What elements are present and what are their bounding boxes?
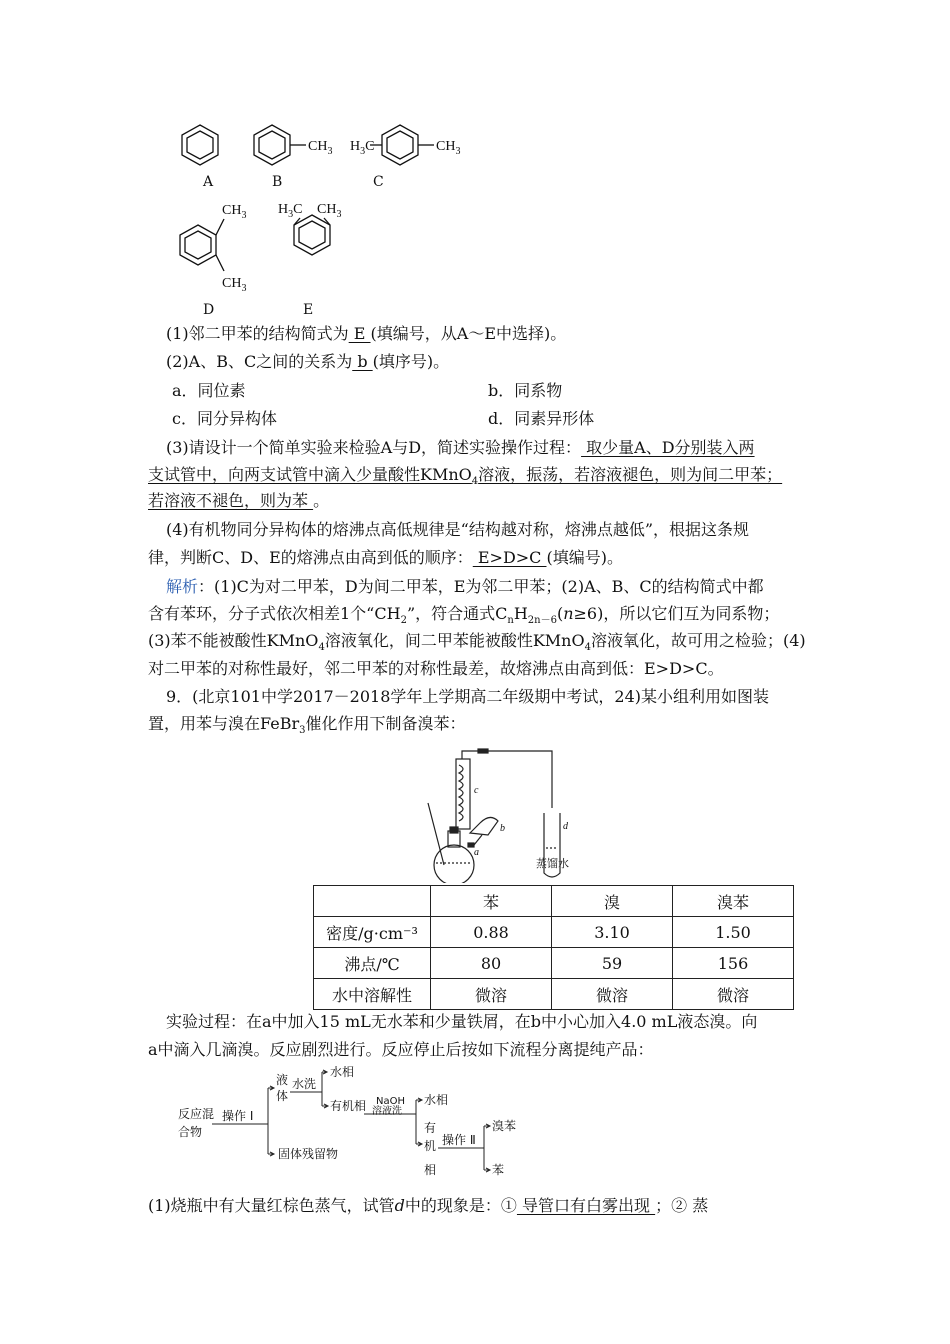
label-a: A xyxy=(203,174,214,190)
label-e: E xyxy=(303,302,314,318)
q8-part3-line2: 支试管中，向两支试管中滴入少量酸性KMnO$_4$溶液，振荡，若溶液褪色，则为间二甲苯； xyxy=(148,465,783,488)
svg-text:CH3: $CH_3$ xyxy=(222,203,247,221)
label-c: C xyxy=(373,174,384,190)
apparatus-diagram xyxy=(420,743,580,883)
label-b: B xyxy=(272,174,283,190)
properties-table xyxy=(313,885,794,1010)
molecule-b-ring xyxy=(254,125,306,165)
flow-bromobenzene: 溴苯 xyxy=(492,1119,517,1133)
flow-liquid-2: 体 xyxy=(276,1089,289,1103)
q8-part2: (2)A、B、C之间的关系为 b (填序号)。 xyxy=(166,352,450,371)
flow-solid-residue: 固体残留物 xyxy=(278,1147,339,1161)
procedure-line1: 实验过程：在a中加入15 mL无水苯和少量铁屑，在b中小心加入4.0 mL液态溴。向 xyxy=(166,1012,758,1031)
label-app-d: d xyxy=(563,821,568,832)
label-d: D xyxy=(203,302,215,318)
label-app-a: a xyxy=(474,847,479,858)
option-b: b．同系物 xyxy=(488,381,563,400)
flow-mix-2: 合物 xyxy=(178,1125,203,1139)
option-c: c．同分异构体 xyxy=(172,409,277,428)
q8-part1: (1)邻二甲苯的结构简式为 E (填编号，从A～E中选择)。 xyxy=(166,324,567,343)
q8-part3-line3: 若溶液不褪色，则为苯 。 xyxy=(148,491,330,510)
svg-text:H3C: $H_3C$ xyxy=(350,139,375,157)
molecule-a-benzene-ring xyxy=(182,125,218,165)
flow-organic-phase: 有机相 xyxy=(330,1099,367,1113)
procedure-line2: a中滴入几滴溴。反应剧烈进行。反应停止后按如下流程分离提纯产品： xyxy=(148,1040,654,1059)
q9-line1: 9．(北京101中学2017－2018学年上学期高二年级期中考试，24)某小组利用如图装 xyxy=(166,687,770,706)
option-d: d．同素异形体 xyxy=(488,409,595,428)
q9-answer-1: 导管口有白雾出现 xyxy=(516,1196,656,1215)
label-distilled-water: 蒸馏水 xyxy=(536,857,569,870)
flow-water-phase-2: 水相 xyxy=(424,1093,449,1107)
table-row: 沸点/℃ 80 59 156 xyxy=(314,948,794,979)
q8-answer-4: E>D>C xyxy=(472,548,547,567)
svg-text:H3C: $H_3C$ xyxy=(278,202,303,220)
flow-org-3: 相 xyxy=(424,1163,437,1177)
label-app-b: b xyxy=(500,823,505,834)
svg-text:CH3: $CH_3$ xyxy=(317,202,342,220)
q8-answer-2: b xyxy=(352,352,373,371)
table-header-row: 苯 溴 溴苯 xyxy=(314,886,794,917)
svg-text:CH3: $CH_3$ xyxy=(436,139,461,157)
flow-naoh: NaOH xyxy=(376,1096,405,1107)
flow-mix-1: 反应混 xyxy=(178,1107,215,1121)
table-row: 密度/g·cm⁻³ 0.88 3.10 1.50 xyxy=(314,917,794,948)
explanation-label: 解析 xyxy=(166,577,199,596)
q9-part1: (1)烧瓶中有大量红棕色蒸气，试管d中的现象是：① 导管口有白雾出现 ；② 蒸 xyxy=(148,1196,709,1215)
q9-line2: 置，用苯与溴在FeBr$_3$催化作用下制备溴苯： xyxy=(148,714,466,737)
q8-part4-line2: 律，判断C、D、E的熔沸点由高到低的顺序： E>D>C (填编号)。 xyxy=(148,548,623,567)
flow-op2: 操作 Ⅱ xyxy=(442,1133,476,1147)
q8-part4-line1: (4)有机物同分异构体的熔沸点高低规律是“结构越对称，熔沸点越低”，根据这条规 xyxy=(166,520,750,539)
q8-part3-line1: (3)请设计一个简单实验来检验A与D，简述实验操作过程： 取少量A、D分别装入两 xyxy=(166,438,755,457)
explanation-line3: (3)苯不能被酸性KMnO$_4$溶液氧化，间二甲苯能被酸性KMnO$_4$溶液氧化，故可用之检验；(4) xyxy=(148,631,806,654)
explanation-line1: 解析：(1)C为对二甲苯，D为间二甲苯，E为邻二甲苯；(2)A、B、C的结构简式中都 xyxy=(166,577,764,596)
explanation-line2: 含有苯环，分子式依次相差1个“$CH_2$”，符合通式$C_nH_{2n-6}(n\ge 6)$，所以它们互为同系物； xyxy=(148,604,780,627)
label-app-c: c xyxy=(474,785,479,796)
molecule-e-ring xyxy=(294,215,330,255)
flow-wash: 水洗 xyxy=(292,1077,317,1091)
option-a: a．同位素 xyxy=(172,381,246,400)
molecule-d-ring xyxy=(180,219,224,271)
explanation-line4: 对二甲苯的对称性最好，邻二甲苯的对称性最差，故熔沸点由高到低：E>D>C。 xyxy=(148,659,724,678)
q8-answer-1: E xyxy=(348,324,371,343)
flow-liquid-1: 液 xyxy=(276,1073,289,1087)
flow-water-phase-1: 水相 xyxy=(330,1066,355,1079)
flow-op1: 操作 Ⅰ xyxy=(222,1109,254,1123)
molecule-structures xyxy=(160,115,500,325)
flow-benzene: 苯 xyxy=(492,1163,505,1177)
svg-text:CH3: $CH_3$ xyxy=(222,276,247,294)
molecule-c-ring xyxy=(370,125,434,165)
flow-naoh-wash: 溶液洗 xyxy=(372,1106,402,1117)
table-row: 水中溶解性 微溶 微溶 微溶 xyxy=(314,979,794,1010)
flow-org-2: 机 xyxy=(424,1139,437,1153)
separation-flowchart xyxy=(170,1066,550,1190)
flow-org-1: 有 xyxy=(424,1121,437,1135)
svg-text:CH3: $CH_3$ xyxy=(308,139,333,157)
